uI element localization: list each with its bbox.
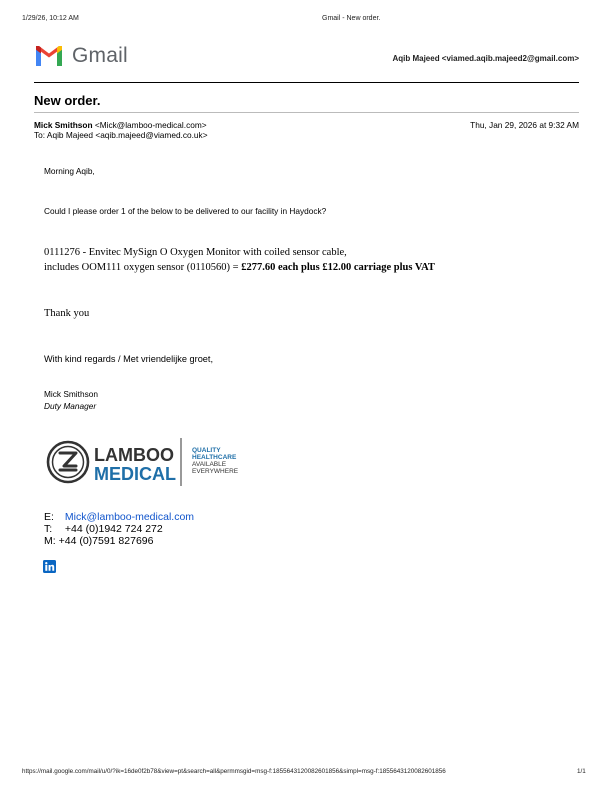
order-item-line-2: [44, 262, 435, 273]
email-subject: New order.: [34, 93, 101, 108]
gmail-wordmark: Gmail: [72, 44, 128, 67]
logo-word-medical: MEDICAL: [94, 464, 176, 484]
lamboo-medical-logo: [46, 434, 261, 490]
signature-title: Duty Manager: [44, 401, 97, 411]
item-price: £277.60 each plus £12.00 carriage plus VAT: [241, 262, 435, 273]
signature-email-link[interactable]: Mick@lamboo-medical.com: [64, 511, 195, 523]
logo-tag-available: AVAILABLE: [192, 461, 227, 468]
recipient-line: To: Aqib Majeed <aqib.majeed@viamed.co.uk>: [34, 130, 208, 140]
email-date: Thu, Jan 29, 2026 at 9:32 AM: [470, 120, 579, 130]
print-datetime: 1/29/26, 10:12 AM: [22, 15, 79, 22]
sender-name: Mick Smithson: [34, 120, 93, 130]
sender-line: [34, 120, 207, 130]
order-request: Could I please order 1 of the below to be delivered to our facility in Haydock?: [44, 206, 327, 216]
logo-word-lamboo: LAMBOO: [94, 445, 174, 465]
phone-label: T:: [44, 523, 53, 535]
account-address: Aqib Majeed <viamed.aqib.majeed2@gmail.com>: [392, 54, 579, 63]
print-page-number: 1/1: [577, 768, 586, 775]
linkedin-icon[interactable]: [43, 560, 56, 573]
signature-phone: +44 (0)1942 724 272: [64, 523, 163, 535]
print-page-title: Gmail - New order.: [322, 15, 381, 22]
thanks-text: Thank you: [44, 308, 90, 319]
lamboo-emblem-icon: [48, 442, 88, 482]
mobile-label: M:: [44, 535, 56, 547]
sender-address: <Mick@lamboo-medical.com>: [94, 120, 207, 130]
email-label: E:: [44, 511, 54, 523]
signature-mobile: +44 (0)7591 827696: [58, 535, 154, 547]
closing-regards: With kind regards / Met vriendelijke groet,: [44, 354, 214, 364]
item-line-2-text: includes OOM111 oxygen sensor (0110560) =: [44, 262, 242, 273]
logo-tag-quality: QUALITY: [192, 447, 221, 454]
header-divider: [34, 82, 579, 83]
subject-divider: [34, 112, 579, 113]
logo-tag-everywhere: EVERYWHERE: [192, 468, 239, 475]
print-footer-url: https://mail.google.com/mail/u/0/?ik=16de0f2b78&view=pt&search=all&permmsgid=msg-f:1855643120082601856&simpl=msg-f:1855643120082601856: [22, 768, 446, 775]
signature-email-line: [44, 511, 194, 523]
greeting: Morning Aqib,: [44, 166, 95, 176]
signature-phone-line: [44, 523, 163, 535]
signature-mobile-line: [44, 535, 153, 547]
logo-tag-healthcare: HEALTHCARE: [192, 454, 237, 461]
order-item-line-1: 0111276 - Envitec MySign O Oxygen Monitor with coiled sensor cable,: [44, 247, 347, 258]
signature-name: Mick Smithson: [44, 389, 98, 399]
gmail-logo-icon: [34, 44, 64, 68]
